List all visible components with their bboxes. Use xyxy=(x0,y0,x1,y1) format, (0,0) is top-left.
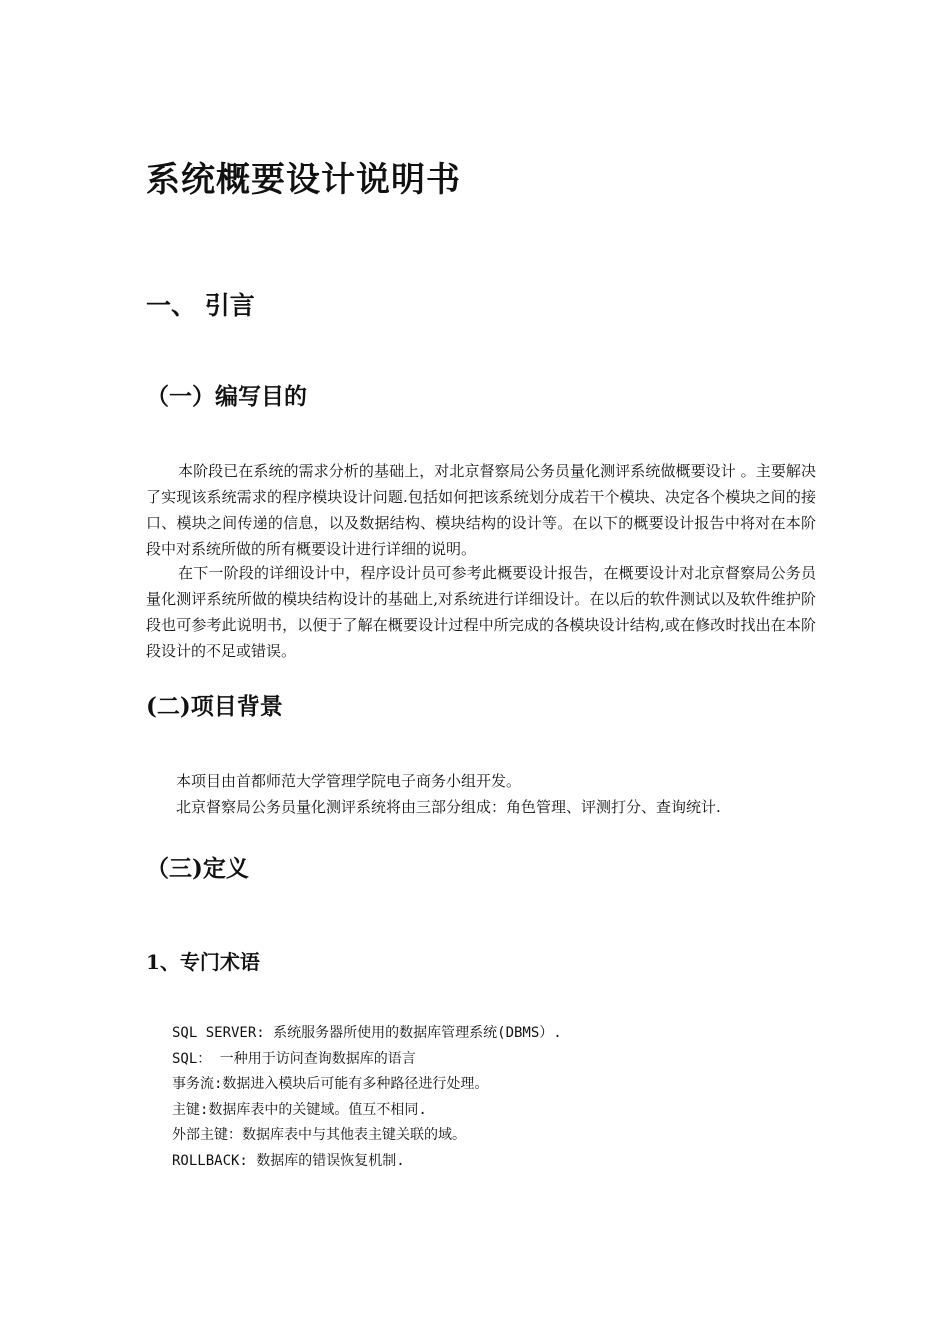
item-heading-terminology: 1、专门术语 xyxy=(146,950,260,974)
term-item: SQL SERVER: 系统服务器所使用的数据库管理系统(DBMS）. xyxy=(172,1025,562,1041)
background-line-1: 本项目由首都师范大学管理学院电子商务小组开发。 xyxy=(176,772,522,790)
purpose-paragraph-2: 在下一阶段的详细设计中，程序设计员可参考此概要设计报告，在概要设计对北京督察局公务员量化测评系统所做的模块结构设计的基础上,对系统进行详细设计。在以后的软件测试以及软件维护阶段也可参考此说明书，以便于了解在概要设计过程中所完成的各模块设计结构,或在修改时找出在本阶段设计的不足或错误。 xyxy=(146,564,816,660)
subsection-heading-purpose: （一）编写目的 xyxy=(146,383,307,410)
term-item: SQL： 一种用于访问查询数据库的语言 xyxy=(172,1050,416,1067)
subsection-heading-definitions: （三)定义 xyxy=(146,855,249,882)
background-line-2: 北京督察局公务员量化测评系统将由三部分组成：角色管理、评测打分、查询统计. xyxy=(176,798,721,816)
section-heading-introduction: 一、 引言 xyxy=(146,291,255,320)
terminology-list xyxy=(172,1021,562,1175)
term-item: 外部主键：数据库表中与其他表主键关联的域。 xyxy=(172,1127,466,1144)
term-item: 事务流:数据进入模块后可能有多种路径进行处理。 xyxy=(172,1076,489,1093)
subsection-heading-background: (二)项目背景 xyxy=(146,693,283,720)
document-title: 系统概要设计说明书 xyxy=(146,160,461,200)
term-item: 主键:数据库表中的关键域。值互不相同. xyxy=(172,1101,427,1118)
term-item: ROLLBACK: 数据库的错误恢复机制. xyxy=(172,1152,405,1169)
purpose-paragraph-1: 本阶段已在系统的需求分析的基础上，对北京督察局公务员量化测评系统做概要设计 。主要解决了实现该系统需求的程序模块设计问题.包括如何把该系统划分成若干个模块、决定各个模块之间的接口、模块之间传递的信息，以及数据结构、模块结构的设计等。在以下的概要设计报告中将对在本阶段中对系统所做的所有概要设计进行详细的说明。 xyxy=(146,462,816,558)
